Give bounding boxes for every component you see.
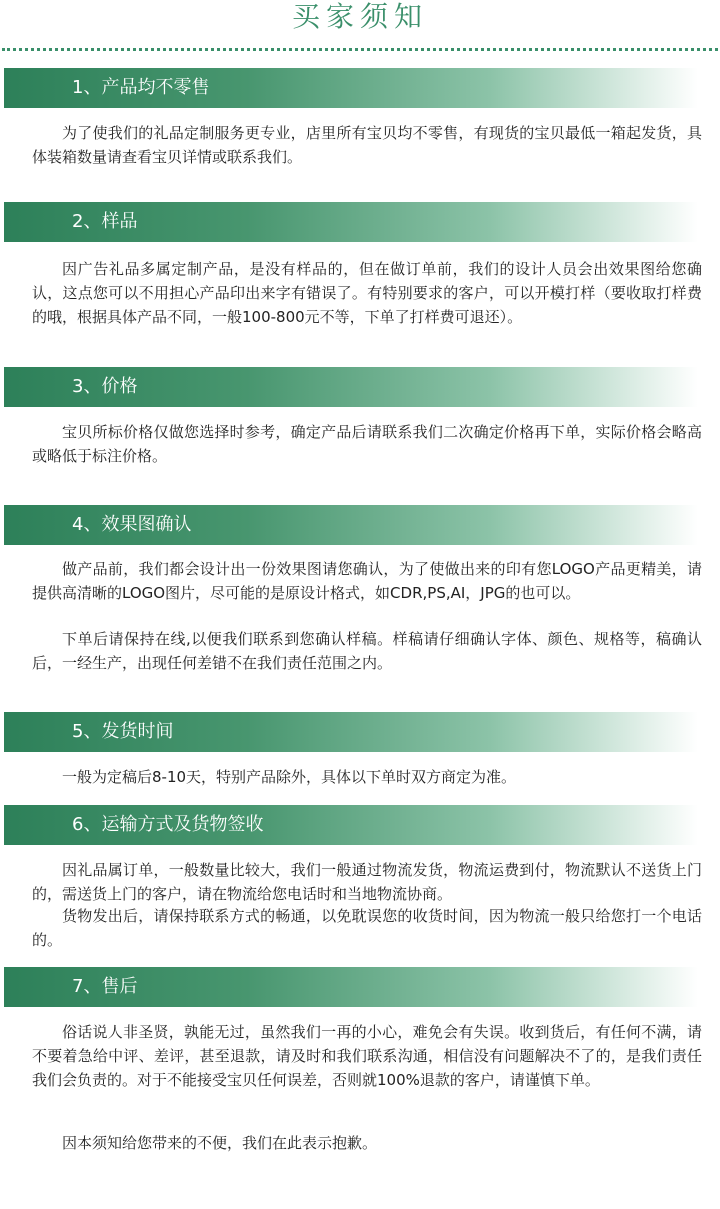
section-paragraph: 因广告礼品多属定制产品，是没有样品的，但在做订单前，我们的设计人员会出效果图给您确认，这点您可以不用担心产品印出来字有错误了。有特别要求的客户，可以开模打样（要收取打样费的哦，根据具体产品不同，一般100-800元不等，下单了打样费可退还）。 [32,260,702,326]
page-title: 买家须知 [291,0,428,33]
section-header-5 [4,712,698,752]
section-header-7 [4,967,698,1007]
section-paragraph: 货物发出后，请保持联系方式的畅通，以免耽误您的收货时间，因为物流一般只给您打一个电话的。 [32,907,702,949]
section-header-6 [4,805,698,845]
section-header-2 [4,202,698,242]
section-paragraph: 俗话说人非圣贤，孰能无过，虽然我们一再的小心，难免会有失误。收到货后，有任何不满，请不要着急给中评、差评，甚至退款，请及时和我们联系沟通，相信没有问题解决不了的，是我们责任我们会负责的。对于不能接受宝贝任何误差，否则就100%退款的客户，请谨慎下单。 [32,1023,702,1089]
section-heading: 5、发货时间 [72,721,174,742]
section-paragraph: 一般为定稿后8-10天，特别产品除外，具体以下单时双方商定为准。 [62,768,517,786]
section-heading: 7、售后 [72,976,138,997]
section-header-4 [4,505,698,545]
dotted-divider [2,48,718,51]
section-paragraph: 做产品前，我们都会设计出一份效果图请您确认，为了使做出来的印有您LOGO产品更精美，请提供高清晰的LOGO图片，尽可能的是原设计格式，如CDR,PS,AI，JPG的也可以。 [32,560,702,602]
section-paragraph: 为了使我们的礼品定制服务更专业，店里所有宝贝均不零售，有现货的宝贝最低一箱起发货，具体装箱数量请查看宝贝详情或联系我们。 [32,124,702,166]
closing-note: 因本须知给您带来的不便，我们在此表示抱歉。 [62,1134,378,1152]
section-heading: 6、运输方式及货物签收 [72,814,264,835]
section-heading: 2、样品 [72,211,138,232]
section-paragraph: 因礼品属订单，一般数量比较大，我们一般通过物流发货，物流运费到付，物流默认不送货上门的，需送货上门的客户，请在物流给您电话时和当地物流协商。 [32,861,702,903]
section-header-1 [4,68,698,108]
section-heading: 4、效果图确认 [72,514,192,535]
section-header-3 [4,367,698,407]
section-paragraph: 宝贝所标价格仅做您选择时参考，确定产品后请联系我们二次确定价格再下单，实际价格会略高或略低于标注价格。 [32,423,702,465]
section-heading: 1、产品均不零售 [72,77,210,98]
section-heading: 3、价格 [72,376,138,397]
section-paragraph: 下单后请保持在线,以便我们联系到您确认样稿。样稿请仔细确认字体、颜色、规格等，稿确认后，一经生产，出现任何差错不在我们责任范围之内。 [32,630,702,672]
